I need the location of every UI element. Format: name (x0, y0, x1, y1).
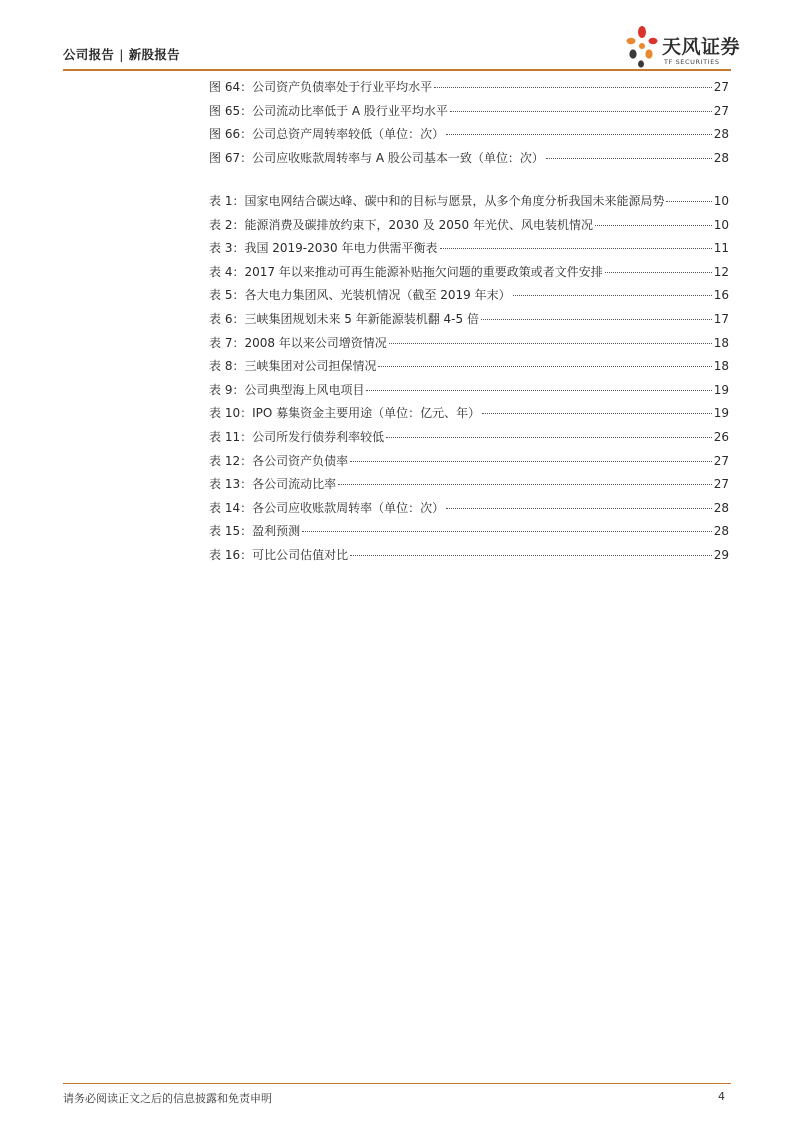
dot-leader (302, 530, 712, 532)
toc-entry-table[interactable] (209, 237, 729, 261)
dot-leader (481, 318, 712, 320)
dot-leader (450, 110, 712, 112)
footer-disclaimer: 请务必阅读正文之后的信息披露和免责申明 (63, 1092, 272, 1105)
toc-entry-title: 表 13：各公司流动比率 (209, 477, 337, 492)
toc-entry-title: 表 10：IPO 募集资金主要用途（单位：亿元、年） (209, 406, 481, 421)
dot-leader (389, 342, 712, 344)
toc-entry-page: 10 (713, 194, 729, 208)
dot-leader (666, 200, 711, 202)
toc-entry-page: 18 (713, 359, 729, 374)
dot-leader (366, 389, 711, 391)
toc-entry-title: 表 1：国家电网结合碳达峰、碳中和的目标与愿景，从多个角度分析我国未来能源局势 (209, 194, 665, 208)
toc-entry-figure[interactable] (209, 123, 729, 147)
toc-entry-page: 12 (713, 264, 729, 279)
toc-entry-table[interactable] (209, 426, 729, 450)
table-list (209, 190, 729, 568)
toc-entry-page: 16 (713, 288, 729, 303)
toc-entry-page: 18 (713, 335, 729, 350)
figure-list (209, 76, 729, 170)
toc-entry-table[interactable] (209, 332, 729, 356)
dot-leader (446, 133, 712, 135)
toc-entry-page: 27 (713, 477, 729, 492)
toc-entry-table[interactable] (209, 190, 729, 214)
dot-leader (434, 86, 712, 88)
toc-entry-title: 图 64：公司资产负债率处于行业平均水平 (209, 80, 433, 94)
flower-logo-icon (622, 24, 662, 70)
toc-entry-table[interactable] (209, 544, 729, 568)
toc-entry-page: 27 (713, 103, 729, 118)
toc-entry-title: 表 6：三峡集团规划未来 5 年新能源装机翻 4-5 倍 (209, 311, 479, 326)
toc-entry-title: 图 67：公司应收账款周转率与 A 股公司基本一致（单位：次） (209, 150, 544, 165)
toc-entry-title: 表 4：2017 年以来推动可再生能源补贴拖欠问题的重要政策或者文件安排 (209, 264, 603, 279)
toc-entry-table[interactable] (209, 355, 729, 379)
report-subtype: 新股报告 (128, 47, 180, 62)
toc-entry-page: 28 (713, 524, 729, 539)
logo-chinese-name: 天风证券 (662, 36, 741, 58)
footer-page-number: 4 (718, 1090, 725, 1103)
toc-entry-table[interactable] (209, 450, 729, 474)
toc-entry-page: 28 (713, 500, 729, 515)
toc-entry-page: 28 (713, 127, 729, 142)
toc-entry-title: 表 3：我国 2019-2030 年电力供需平衡表 (209, 241, 438, 256)
dot-leader (386, 436, 712, 438)
header-separator: | (119, 47, 124, 62)
toc-entry-page: 19 (713, 406, 729, 421)
toc-entry-page: 11 (713, 241, 729, 256)
toc-entry-table[interactable] (209, 379, 729, 403)
toc-entry-page: 28 (713, 150, 729, 165)
toc-entry-title: 表 15：盈利预测 (209, 524, 301, 539)
toc-entry-title: 图 66：公司总资产周转率较低（单位：次） (209, 127, 445, 142)
toc-entry-table[interactable] (209, 473, 729, 497)
toc-entry-title: 表 9：公司典型海上风电项目 (209, 382, 365, 397)
dot-leader (595, 224, 712, 226)
dot-leader (350, 554, 712, 556)
report-header (63, 45, 180, 63)
toc-entry-table[interactable] (209, 214, 729, 238)
dot-leader (338, 483, 712, 485)
dot-leader (446, 507, 712, 509)
dot-leader (440, 247, 712, 249)
dot-leader (482, 412, 712, 414)
dot-leader (546, 157, 712, 159)
toc-entry-title: 表 2：能源消费及碳排放约束下，2030 及 2050 年光伏、风电装机情况 (209, 217, 593, 232)
toc-entry-page: 10 (713, 217, 729, 232)
toc-entry-page: 27 (713, 453, 729, 468)
toc-entry-title: 表 11：公司所发行债券利率较低 (209, 429, 385, 444)
toc-entry-title: 表 16：可比公司估值对比 (209, 547, 349, 562)
header-divider (63, 69, 731, 71)
logo-english-name: TF SECURITIES (664, 58, 720, 66)
dot-leader (513, 294, 712, 296)
report-type: 公司报告 (63, 47, 115, 62)
toc-entry-table[interactable] (209, 520, 729, 544)
toc-entry-table[interactable] (209, 402, 729, 426)
toc-entry-table[interactable] (209, 308, 729, 332)
toc-entry-figure[interactable] (209, 100, 729, 124)
toc-entry-page: 17 (713, 311, 729, 326)
toc-entry-title: 表 5：各大电力集团风、光装机情况（截至 2019 年末） (209, 288, 511, 303)
toc-entry-page: 29 (713, 547, 729, 562)
toc-entry-title: 表 12：各公司资产负债率 (209, 453, 349, 468)
dot-leader (605, 271, 712, 273)
dot-leader (350, 460, 712, 462)
toc-entry-title: 图 65：公司流动比率低于 A 股行业平均水平 (209, 103, 448, 118)
tf-securities-logo (622, 24, 741, 70)
toc-entry-page: 27 (713, 80, 729, 94)
toc-entry-table[interactable] (209, 284, 729, 308)
toc-entry-table[interactable] (209, 261, 729, 285)
toc-entry-title: 表 7：2008 年以来公司增资情况 (209, 335, 387, 350)
toc-entry-page: 26 (713, 429, 729, 444)
toc-entry-figure[interactable] (209, 76, 729, 100)
toc-entry-title: 表 8：三峡集团对公司担保情况 (209, 359, 377, 374)
toc-entry-table[interactable] (209, 497, 729, 521)
toc-entry-page: 19 (713, 382, 729, 397)
footer-divider (63, 1083, 731, 1084)
toc-entry-figure[interactable] (209, 147, 729, 171)
toc-entry-title: 表 14：各公司应收账款周转率（单位：次） (209, 500, 445, 515)
dot-leader (378, 365, 711, 367)
